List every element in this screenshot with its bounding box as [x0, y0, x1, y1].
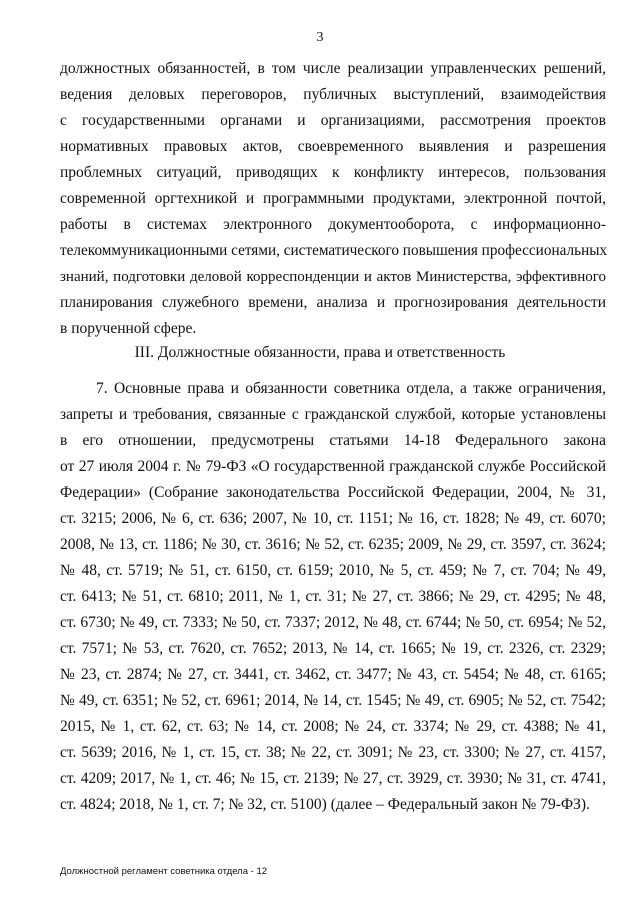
text-line: ст. 3215; 2006, № 6, ст. 636; 2007, № 10, ст. 1151; № 16, ст. 1828; № 49, ст. 6070; — [60, 510, 606, 527]
text-line: нормативных правовых актов, своевременного выявления и разрешения — [60, 138, 606, 155]
text-line: ст. 4824; 2018, № 1, ст. 7; № 32, ст. 5100) (далее – Федеральный закон № 79-ФЗ). — [60, 796, 590, 813]
page-number: 3 — [316, 30, 324, 45]
text-line: в его отношении, предусмотрены статьями 14-18 Федерального закона — [60, 432, 606, 449]
text-line: 2008, № 13, ст. 1186; № 30, ст. 3616; № 52, ст. 6235; 2009, № 29, ст. 3597, ст. 3624; — [60, 536, 606, 553]
text-line: № 48, ст. 5719; № 51, ст. 6150, ст. 6159; 2010, № 5, ст. 459; № 7, ст. 704; № 49, — [60, 562, 606, 579]
text-line: должностных обязанностей, в том числе реализации управленческих решений, — [60, 60, 606, 77]
text-line: от 27 июля 2004 г. № 79-ФЗ «О государственной гражданской службе Российской — [60, 458, 606, 475]
text-line: ст. 6730; № 49, ст. 7333; № 50, ст. 7337; 2012, № 48, ст. 6744; № 50, ст. 6954; № 52, — [60, 614, 606, 631]
text-line: ст. 4209; 2017, № 1, ст. 46; № 15, ст. 2139; № 27, ст. 3929, ст. 3930; № 31, ст. 4741, — [60, 770, 606, 787]
paragraph-first-line: 7. Основные права и обязанности советника отдела, а также ограничения, — [96, 380, 606, 397]
text-line: ст. 5639; 2016, № 1, ст. 15, ст. 38; № 22, ст. 3091; № 23, ст. 3300; № 27, ст. 4157, — [60, 744, 606, 761]
text-line: современной оргтехникой и программными продуктами, электронной почтой, — [60, 190, 606, 207]
text-line: с государственными органами и организациями, рассмотрения проектов — [60, 112, 606, 129]
text-line: телекоммуникационными сетями, систематического повышения профессиональных — [60, 242, 608, 259]
text-line: ст. 6413; № 51, ст. 6810; 2011, № 1, ст. 31; № 27, ст. 3866; № 29, ст. 4295; № 48, — [60, 588, 606, 605]
text-line: ведения деловых переговоров, публичных выступлений, взаимодействия — [60, 86, 606, 103]
text-line: 2015, № 1, ст. 62, ст. 63; № 14, ст. 2008; № 24, ст. 3374; № 29, ст. 4388; № 41, — [60, 718, 606, 735]
text-line: в порученной сфере. — [60, 320, 197, 337]
text-line: проблемных ситуаций, приводящих к конфликту интересов, пользования — [60, 164, 606, 181]
text-line: № 49, ст. 6351; № 52, ст. 6961; 2014, № 14, ст. 1545; № 49, ст. 6905; № 52, ст. 7542; — [60, 692, 606, 709]
text-line: № 23, ст. 2874; № 27, ст. 3441, ст. 3462, ст. 3477; № 43, ст. 5454; № 48, ст. 6165; — [60, 666, 606, 683]
section-heading: III. Должностные обязанности, права и ответственность — [134, 344, 506, 361]
text-line: Федерации» (Собрание законодательства Российской Федерации, 2004, № 31, — [60, 484, 606, 501]
text-line: знаний, подготовки деловой корреспонденции и актов Министерства, эффективного — [60, 269, 606, 285]
text-line: ст. 7571; № 53, ст. 7620, ст. 7652; 2013, № 14, ст. 1665; № 19, ст. 2326, ст. 2329; — [60, 640, 606, 657]
text-line: работы в системах электронного документооборота, с информационно- — [60, 216, 606, 233]
text-line: планирования служебного времени, анализа и прогнозирования деятельности — [60, 294, 606, 311]
text-line: запреты и требования, связанные с гражданской службой, которые установлены — [60, 406, 606, 423]
footer-note: Должностной регламент советника отдела - 12 — [60, 866, 268, 877]
